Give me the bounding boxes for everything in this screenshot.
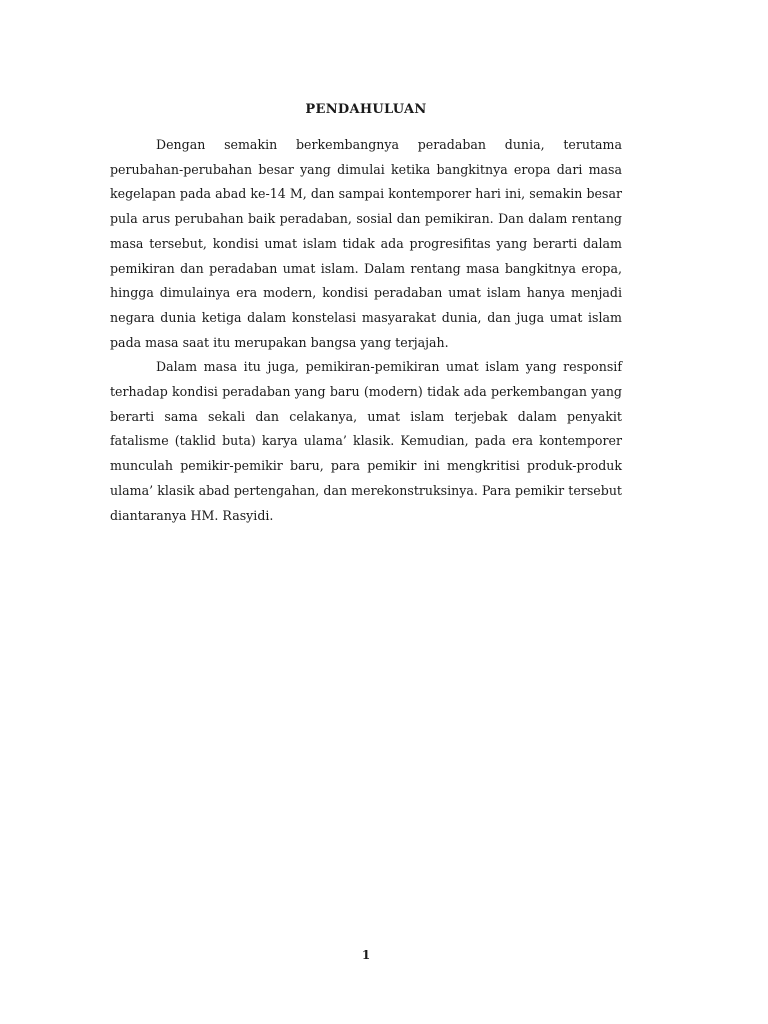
document-body bbox=[110, 133, 622, 528]
document-title: PENDAHULUAN bbox=[305, 102, 427, 117]
paragraph-2: Dalam masa itu juga, pemikiran-pemikiran umat islam yang responsif terhadap kondisi peradaban yang baru (modern) tidak ada perkembangan yang berarti sama sekali dan celakanya, umat islam terjebak dalam penyakit fatalisme (taklid buta) karya ulama’ klasik. Kemudian, pada era kontemporer munculah pemikir-pemikir baru, para pemikir ini mengkritisi produk-produk ulama’ klasik abad pertengahan, dan merekonstruksinya. Para pemikir tersebut diantaranya HM. Rasyidi. bbox=[110, 359, 622, 523]
page-number: 1 bbox=[361, 948, 371, 962]
paragraph-1: Dengan semakin berkembangnya peradaban dunia, terutama perubahan-perubahan besar yang dimulai ketika bangkitnya eropa dari masa kegelapan pada abad ke-14 M, dan sampai kontemporer hari ini, semakin besar pula arus perubahan baik peradaban, sosial dan pemikiran. Dan dalam rentang masa tersebut, kondisi umat islam tidak ada progresifitas yang berarti dalam pemikiran dan peradaban umat islam. Dalam rentang masa bangkitnya eropa, hingga dimulainya era modern, kondisi peradaban umat islam hanya menjadi negara dunia ketiga dalam konstelasi masyarakat dunia, dan juga umat islam pada masa saat itu merupakan bangsa yang terjajah. bbox=[110, 137, 622, 350]
